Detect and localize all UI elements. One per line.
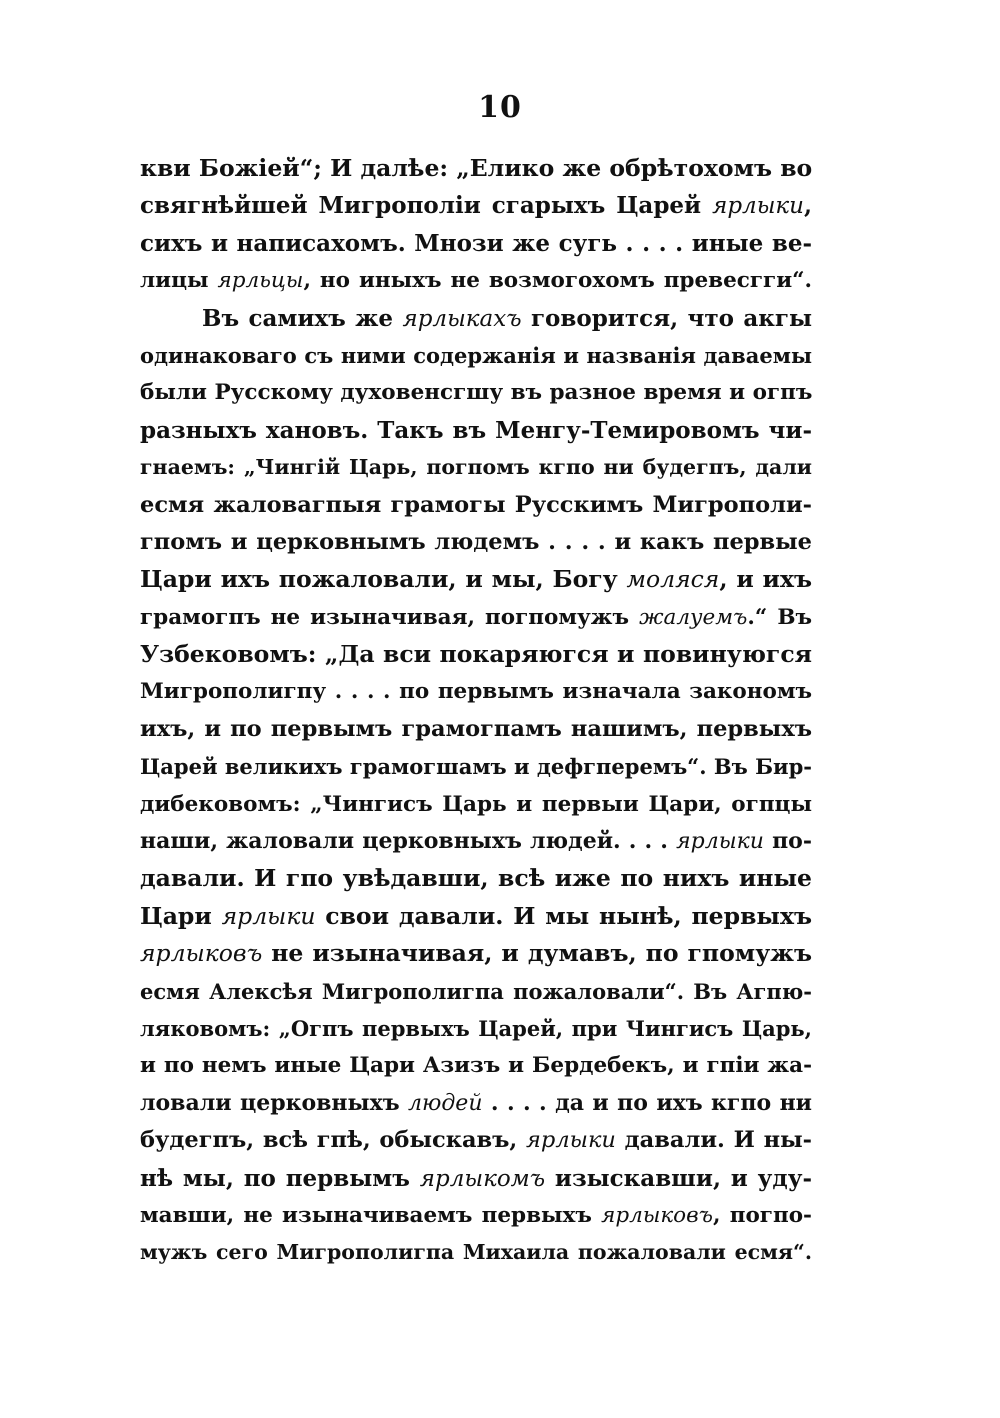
- text-line: [140, 150, 812, 187]
- text-segment: есмя Алексѣя Мигрополигпа пожаловали“. Въ Агпю-: [140, 978, 812, 1004]
- text-line: [140, 1085, 812, 1122]
- text-line: [140, 412, 812, 449]
- text-segment: . . . . да и по ихъ кгпо ни: [482, 1089, 812, 1116]
- text-segment: ихъ, и по первымъ грамогпамъ нашимъ, первыхъ: [140, 715, 812, 742]
- text-segment: свягнѣйшей Мигрополiи сгарыхъ Царей: [140, 192, 713, 220]
- text-line: [140, 711, 812, 748]
- text-segment: мавши, не изыначиваемъ первыхъ: [140, 1202, 602, 1228]
- italic-text: ярльцы: [217, 268, 304, 294]
- text-segment: наши, жаловали церковныхъ людей. . . .: [140, 828, 677, 855]
- italic-text: ярлыкомъ: [419, 1165, 546, 1192]
- text-segment: и по немъ иные Цари Азизъ и Бердебекъ, и гпiи жа-: [140, 1053, 812, 1079]
- text-line: [140, 561, 812, 598]
- italic-text: ярлыки: [526, 1127, 616, 1154]
- text-line: [140, 225, 812, 262]
- text-line: [140, 262, 812, 299]
- italic-text: ярлыкахъ: [402, 305, 522, 332]
- text-line: [140, 860, 812, 897]
- italic-text: ярлыковъ: [601, 1202, 713, 1228]
- text-segment: Узбековомъ: „Да вси покаряюгся и повинуюгся: [140, 640, 812, 669]
- text-line: [140, 187, 812, 224]
- italic-text: ярлыки: [221, 901, 316, 930]
- text-segment: по-: [763, 828, 812, 855]
- text-segment: гпомъ и церковнымъ людемъ . . . . и какъ первые: [140, 528, 812, 555]
- text-segment: ловали церковныхъ: [140, 1089, 408, 1116]
- text-line: [140, 1122, 812, 1159]
- text-segment: дибековомъ: „Чингисъ Царь и первыи Цари, огпцы: [140, 791, 812, 817]
- text-segment: грамогпъ не изыначивая, погпомужъ: [140, 604, 640, 630]
- text-segment: есмя жаловагпыя грамогы Русскимъ Мигрополи-: [140, 491, 812, 518]
- text-segment: давали. И ны-: [615, 1127, 812, 1154]
- italic-text: жалуемъ: [639, 604, 748, 630]
- italic-text: ярлыки: [676, 829, 764, 855]
- text-line: [140, 599, 812, 636]
- text-segment: гнаемъ: „Чингiй Царь, погпомъ кгпо ни будегпъ, дали: [140, 455, 812, 480]
- text-segment: Цари ихъ пожаловали, и мы, Богу: [140, 565, 627, 594]
- text-segment: лицы: [140, 268, 218, 294]
- text-segment: одинаковаго съ ними содержанiя и названiя даваемы: [140, 342, 812, 368]
- text-line: [140, 1197, 812, 1234]
- text-segment: нѣ мы, по первымъ: [140, 1164, 420, 1192]
- text-line: [140, 898, 812, 935]
- text-line: [140, 748, 812, 785]
- italic-text: моляся: [626, 565, 720, 594]
- text-segment: Цари: [140, 901, 222, 930]
- text-line: [140, 786, 812, 823]
- text-segment: , но иныхъ не возмогохомъ превесгги“.: [303, 268, 812, 294]
- text-line: [140, 1010, 812, 1047]
- text-segment: говорится, что акгы: [521, 304, 813, 332]
- italic-text: ярлыковъ: [140, 939, 263, 968]
- text-line: [140, 337, 812, 374]
- text-line: [140, 673, 812, 710]
- italic-text: людей: [407, 1090, 483, 1116]
- text-segment: давали. И гпо увѣдавши, всѣ иже по нихъ иные: [140, 864, 812, 893]
- text-segment: .“ Въ: [747, 604, 812, 630]
- text-segment: будегпъ, всѣ гпѣ, обыскавъ,: [140, 1127, 527, 1154]
- text-line: [140, 973, 812, 1010]
- text-line: [140, 1160, 812, 1197]
- text-line: [140, 1047, 812, 1084]
- text-segment: кви Божiей“; И далѣе: „Елико же обрѣтохомъ во: [140, 154, 813, 182]
- text-segment: ,: [803, 192, 812, 220]
- body-text: [140, 150, 812, 1272]
- text-line: [140, 935, 812, 972]
- text-segment: разныхъ хановъ. Такъ въ Менгу-Темировомъ чи-: [140, 416, 812, 444]
- text-segment: Царей великихъ грамогшамъ и дефгперемъ“. Въ Бир-: [140, 754, 812, 780]
- page-number: 10: [478, 90, 522, 125]
- text-line: [140, 374, 812, 411]
- text-line: [140, 524, 812, 561]
- text-segment: сихъ и написахомъ. Мнози же сугь . . . . иные ве-: [140, 229, 812, 257]
- text-segment: мужъ сего Мигрополигпа Михаила пожаловали есмя“.: [140, 1240, 812, 1265]
- text-line: [140, 1234, 812, 1271]
- text-segment: свои давали. И мы нынѣ, первыхъ: [315, 901, 812, 930]
- text-segment: ляковомъ: „Огпъ первыхъ Царей, при Чингисъ Царь,: [140, 1015, 812, 1041]
- text-line: [140, 449, 812, 486]
- italic-text: ярлыки: [712, 193, 804, 220]
- text-segment: Мигрополигпу . . . . по первымъ изначала закономъ: [140, 679, 812, 705]
- text-segment: не изыначивая, и думавъ, по гпомужъ: [262, 939, 812, 968]
- text-segment: были Русскому духовенсгшу въ разное время и огпъ: [140, 380, 813, 406]
- text-segment: Въ самихъ же: [202, 304, 403, 332]
- text-segment: изыскавши, и уду-: [545, 1164, 812, 1192]
- text-segment: , и ихъ: [719, 565, 812, 594]
- text-segment: , погпо-: [712, 1202, 812, 1228]
- text-line: [140, 823, 812, 860]
- text-line: [140, 636, 812, 673]
- text-line: [140, 487, 812, 524]
- text-line: [140, 300, 812, 337]
